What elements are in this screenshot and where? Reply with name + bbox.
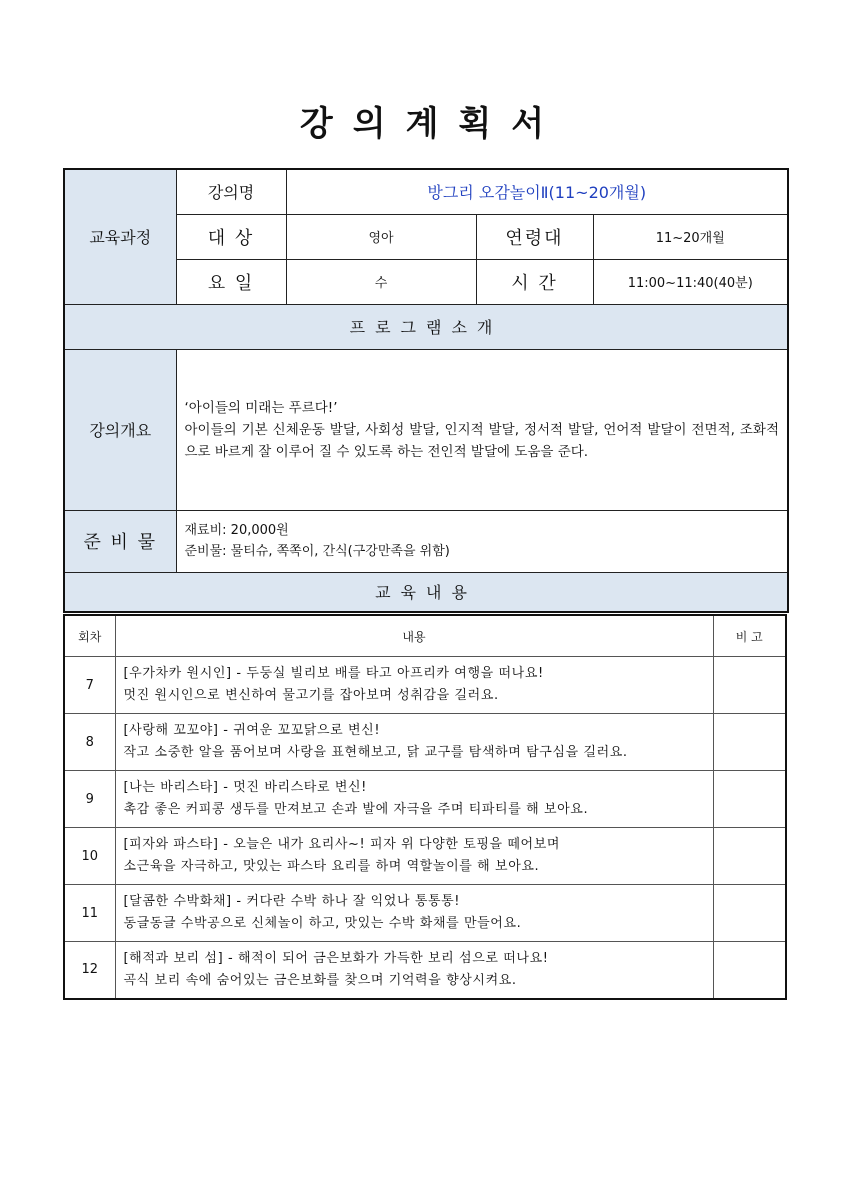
course-label: 교육과정 — [64, 169, 176, 304]
overview-quote: ‘아이들의 미래는 푸르다!’ — [184, 399, 338, 416]
overview-text: 아이들의 기본 신체운동 발달, 사회성 발달, 인지적 발달, 정서적 발달, 언어적 발달이 전면적, 조화적으로 바르게 잘 이루어 질 수 있도록 하는 전인적 발달에 도움을 준다. — [184, 421, 780, 460]
title-char: 획 — [458, 104, 496, 144]
session-detail-line: 작고 소중한 알을 품어보며 사랑을 표현해보고, 닭 교구를 탐색하며 탐구심을 길러요. — [123, 745, 628, 760]
session-number: 11 — [64, 885, 115, 942]
session-detail-line: 소근육을 자극하고, 맛있는 파스타 요리를 하며 역할놀이를 해 보아요. — [123, 859, 540, 874]
table-row — [64, 657, 786, 714]
content-section-header: 교육내용 — [64, 572, 788, 612]
session-note — [713, 942, 786, 999]
materials-content — [176, 510, 788, 572]
overview-label: 강의개요 — [64, 349, 176, 510]
session-content — [115, 885, 713, 942]
materials-fee: 재료비: 20,000원 — [184, 523, 289, 538]
overview-content — [176, 349, 788, 510]
title-char: 의 — [352, 104, 390, 144]
page-title — [0, 96, 848, 145]
note-header: 비 고 — [713, 615, 786, 657]
session-title-line: [피자와 파스타] - 오늘은 내가 요리사~! 피자 위 다양한 토핑을 떼어보며 — [123, 837, 561, 852]
session-title-line: [우가차카 원시인] - 두둥실 빌리보 배를 타고 아프리카 여행을 떠나요! — [123, 666, 544, 681]
table-row — [64, 828, 786, 885]
session-number: 8 — [64, 714, 115, 771]
age-label: 연령대 — [476, 214, 593, 259]
session-number: 10 — [64, 828, 115, 885]
session-note — [713, 771, 786, 828]
session-number: 12 — [64, 942, 115, 999]
session-number: 9 — [64, 771, 115, 828]
materials-items: 준비물: 물티슈, 쪽쪽이, 간식(구강만족을 위함) — [184, 544, 450, 559]
session-title-line: [달콤한 수박화채] - 커다란 수박 하나 잘 익었나 통통통! — [123, 894, 461, 909]
day-value: 수 — [286, 259, 476, 304]
lecture-name-label: 강의명 — [176, 169, 286, 214]
table-row — [64, 942, 786, 999]
session-title-line: [나는 바리스타] - 멋진 바리스타로 변신! — [123, 780, 367, 795]
materials-label: 준 비 물 — [64, 510, 176, 572]
session-content — [115, 771, 713, 828]
day-label: 요 일 — [176, 259, 286, 304]
session-note — [713, 828, 786, 885]
session-detail-line: 동글동글 수박공으로 신체놀이 하고, 맛있는 수박 화채를 만들어요. — [123, 916, 522, 931]
title-char: 서 — [511, 104, 549, 144]
session-content — [115, 942, 713, 999]
session-detail-line: 곡식 보리 속에 숨어있는 금은보화를 찾으며 기억력을 향상시켜요. — [123, 972, 517, 988]
table-row — [64, 885, 786, 942]
session-number: 7 — [64, 657, 115, 714]
program-intro-header: 프로그램소개 — [64, 304, 788, 349]
target-label: 대 상 — [176, 214, 286, 259]
curriculum-table — [63, 614, 787, 1000]
title-char: 강 — [299, 104, 337, 144]
table-row — [64, 714, 786, 771]
session-note — [713, 714, 786, 771]
session-content — [115, 714, 713, 771]
course-info-table — [63, 168, 789, 613]
session-content — [115, 657, 713, 714]
session-detail-line: 촉감 좋은 커피콩 생두를 만져보고 손과 발에 자극을 주며 티파티를 해 보아요. — [123, 802, 589, 817]
lecture-name: 방그리 오감놀이Ⅱ(11~20개월) — [286, 169, 788, 214]
title-char: 계 — [405, 104, 443, 144]
time-value: 11:00~11:40(40분) — [593, 259, 788, 304]
content-header: 내용 — [115, 615, 713, 657]
session-note — [713, 885, 786, 942]
session-title-line: [해적과 보리 섬] - 해적이 되어 금은보화가 가득한 보리 섬으로 떠나요! — [123, 950, 549, 966]
session-note — [713, 657, 786, 714]
session-detail-line: 멋진 원시인으로 변신하여 물고기를 잡아보며 성취감을 길러요. — [123, 688, 499, 703]
table-row — [64, 771, 786, 828]
target-value: 영아 — [286, 214, 476, 259]
session-header: 회차 — [64, 615, 115, 657]
session-content — [115, 828, 713, 885]
session-title-line: [사랑해 꼬꼬야] - 귀여운 꼬꼬닭으로 변신! — [123, 723, 381, 738]
time-label: 시 간 — [476, 259, 593, 304]
age-value: 11~20개월 — [593, 214, 788, 259]
